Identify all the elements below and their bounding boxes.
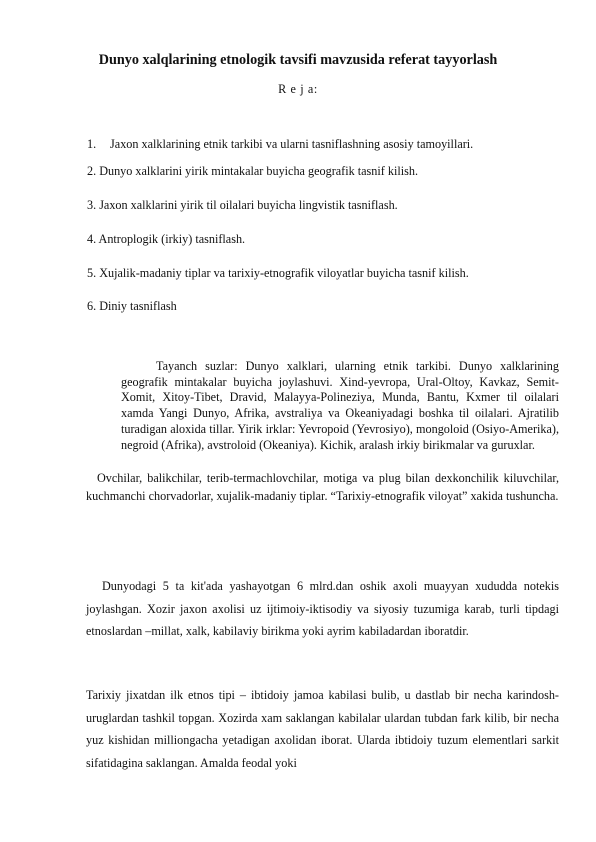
plan-item-number: 2. xyxy=(87,164,97,178)
plan-item-1 xyxy=(87,137,473,152)
plan-item-text: Diniy tasniflash xyxy=(99,299,177,313)
plan-item-text: Jaxon xalklarining etnik tarkibi va ularni tasniflashning asosiy tamoyillari. xyxy=(110,137,474,151)
plan-item-text: Dunyo xalklarini yirik mintakalar buyicha geografik tasnif kilish. xyxy=(99,164,419,178)
document-title: Dunyo xalqlarining etnologik tavsifi mavzusida referat tayyorlash xyxy=(98,52,498,68)
body-paragraph: Tarixiy jixatdan ilk etnos tipi – ibtidoiy jamoa kabilasi bulib, u dastlab bir necha karindosh-uruglardan tashkil topgan. Xozirda xam saklangan kabilalar ulardan tubdan fark kilib, bir necha yuz kishidan milliongacha yetadigan axolidan iborat. Ularda ibtidoiy tuzum elementlari sarkit sifatidagina saklangan. Amalda feodal yoki xyxy=(86,688,559,770)
plan-item-2 xyxy=(87,164,418,179)
plan-item-number: 4. xyxy=(87,232,97,246)
keywords-paragraph: Tayanch suzlar: Dunyo xalklari, ularning etnik tarkibi. Dunyo xalklarining geografik mintakalar buyicha joylashuvi. Xind-yevropa, Ural-Oltoy, Kavkaz, Semit-Xomit, Xitoy-Tibet, Dravid, Malayya-Polineziya, Munda, Bantu, Kxmer til oilalari xamda Yangi Dunyo, Afrika, avstraliya va Okeaniyadagi boshka til oilalari. Ajratilib turadigan aloxida tillar. Yirik irklar: Yevropoid (Yevrosiyo), mongoloid (Osiyo-Amerika), negroid (Afrika), avstroloid (Okeaniya). Kichik, aralash irkiy birikmalar va guruxlar. xyxy=(121,359,559,452)
plan-item-number: 1. xyxy=(87,137,97,151)
plan-item-6 xyxy=(87,299,177,314)
plan-item-4 xyxy=(87,232,245,247)
plan-heading: R e j a: xyxy=(278,82,318,96)
plan-item-5 xyxy=(87,266,469,281)
plan-item-text: Antroplogik (irkiy) tasniflash. xyxy=(98,232,246,246)
plan-item-number: 5. xyxy=(87,266,97,280)
plan-item-text: Jaxon xalklarini yirik til oilalari buyicha lingvistik tasniflash. xyxy=(99,198,398,212)
plan-item-number: 6. xyxy=(87,299,97,313)
body-paragraph: Ovchilar, balikchilar, terib-termachlovchilar, motiga va plug bilan dexkonchilik kiluvchilar, kuchmanchi chorvadorlar, xujalik-madaniy tiplar. “Tarixiy-etnografik viloyat” xakida tushuncha. xyxy=(86,471,559,503)
plan-item-text: Xujalik-madaniy tiplar va tarixiy-etnografik viloyatlar buyicha tasnif kilish. xyxy=(99,266,469,280)
plan-item-3 xyxy=(87,198,398,213)
plan-item-number: 3. xyxy=(87,198,97,212)
body-paragraph: Dunyodagi 5 ta kit'ada yashayotgan 6 mlrd.dan oshik axoli muayyan xududda notekis joylashgan. Xozir jaxon axolisi uz ijtimoiy-iktisodiy va siyosiy tuzumiga karab, turli tipdagi etnoslardan –millat, xalk, kabilaviy birikma yoki ayrim kabiladardan iboratdir. xyxy=(86,579,559,639)
